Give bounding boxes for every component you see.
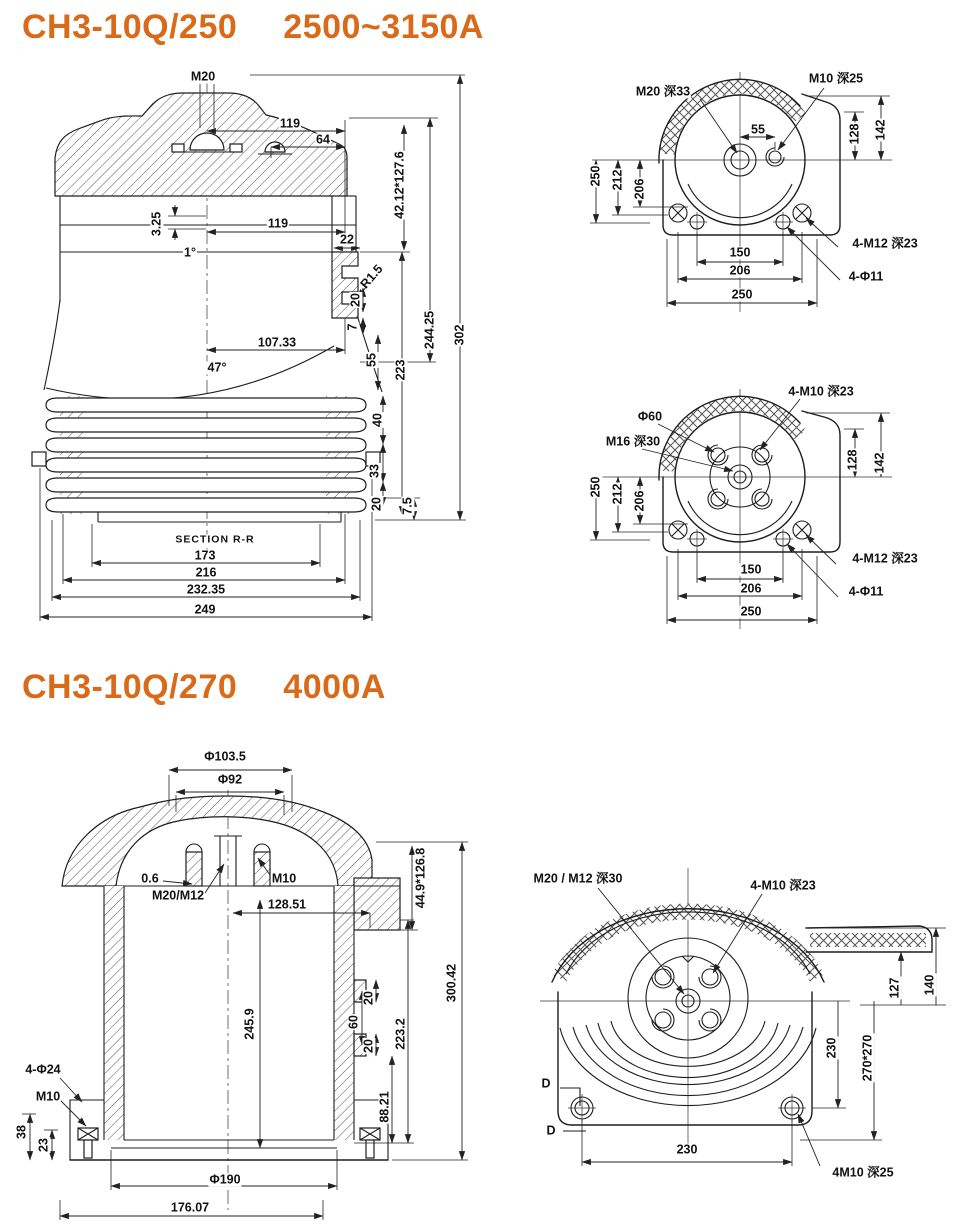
- dim-a-1deg: 1°: [184, 245, 196, 260]
- dim-d-0-6: 0.6: [141, 871, 159, 886]
- callout-e-4-m10-depth23: 4-M10 深23: [750, 878, 816, 893]
- dim-d-128-51: 128.51: [267, 897, 307, 912]
- dim-c-212: 212: [610, 483, 625, 505]
- dim-a-55: 55: [364, 353, 379, 367]
- dim-d-phi190: Φ190: [209, 1172, 241, 1187]
- dim-d-phi103-5: Φ103.5: [204, 749, 246, 764]
- dim-a-173: 173: [194, 548, 216, 563]
- dim-b-212: 212: [610, 169, 625, 191]
- dim-c-250-bottom: 250: [740, 604, 762, 619]
- dim-e-270x270: 270*270: [860, 1034, 875, 1082]
- dim-d-176-07: 176.07: [170, 1200, 210, 1215]
- dim-b-55: 55: [751, 122, 765, 137]
- model-250: CH3-10Q/250: [22, 8, 238, 46]
- dim-b-206-left: 206: [632, 178, 647, 200]
- dim-a-119-top: 119: [279, 116, 301, 131]
- dim-a-223: 223: [393, 359, 408, 381]
- dim-d-60: 60: [346, 1015, 361, 1029]
- callout-b-4-phi11: 4-Φ11: [848, 269, 884, 284]
- panel-270-side-section: [22, 770, 468, 1220]
- dim-a-302: 302: [452, 324, 467, 346]
- dim-a-244-25: 244.25: [422, 310, 437, 350]
- section-marker-r-r: SECTION R-R: [175, 533, 255, 546]
- callout-c-4-phi11: 4-Φ11: [848, 584, 884, 599]
- callout-d-m10: M10: [271, 871, 297, 886]
- dim-e-127: 127: [887, 977, 902, 999]
- dim-a-249: 249: [194, 602, 216, 617]
- callout-b-m10-depth25: M10 深25: [808, 71, 864, 86]
- dim-b-150: 150: [729, 245, 751, 260]
- dim-d-88-21: 88.21: [377, 1091, 392, 1123]
- dim-a-20-lower: 20: [369, 497, 384, 511]
- dim-b-250-left: 250: [588, 165, 603, 187]
- dim-c-142: 142: [872, 452, 887, 474]
- dim-c-250-left: 250: [588, 476, 603, 498]
- dim-a-m20: M20: [190, 69, 216, 84]
- dim-d-223-2: 223.2: [393, 1018, 408, 1050]
- dim-b-206-bottom: 206: [729, 263, 751, 278]
- dim-c-206-left: 206: [632, 490, 647, 512]
- dim-c-150: 150: [740, 562, 762, 577]
- callout-b-4-m12-depth23: 4-M12 深23: [852, 236, 918, 251]
- dim-a-232-35: 232.35: [186, 582, 226, 597]
- dim-a-64: 64: [316, 132, 330, 147]
- section-title-250: [22, 8, 484, 47]
- dim-d-phi92: Φ92: [217, 772, 243, 787]
- dim-a-216: 216: [195, 565, 217, 580]
- rating-270: 4000A: [283, 668, 386, 706]
- dim-d-20-upper: 20: [361, 991, 376, 1005]
- dim-d-44-9-126-8: 44.9*126.8: [413, 847, 428, 909]
- dim-c-128: 128: [845, 449, 860, 471]
- callout-e-4m10-depth25: 4M10 深25: [832, 1165, 894, 1180]
- dim-d-38: 38: [14, 1125, 29, 1139]
- section-marker-d-bottom: D: [546, 1123, 556, 1138]
- dim-e-230-right: 230: [824, 1037, 839, 1059]
- panel-270-top-view: [540, 868, 946, 1166]
- callout-d-4-phi24: 4-Φ24: [25, 1062, 61, 1077]
- callout-d-m20-m12: M20/M12: [151, 888, 205, 903]
- dim-a-r1-5: R1.5: [357, 262, 386, 292]
- callout-e-m20-m12-depth30: M20 / M12 深30: [533, 871, 623, 886]
- callout-c-phi60: Φ60: [637, 409, 663, 424]
- dim-a-40: 40: [370, 413, 385, 427]
- dim-a-22: 22: [340, 232, 354, 247]
- dim-d-300-42: 300.42: [444, 963, 459, 1003]
- dim-b-128: 128: [847, 123, 862, 145]
- dim-a-107-33: 107.33: [257, 335, 297, 350]
- callout-c-m16-depth30: M16 深30: [605, 434, 661, 449]
- dim-e-230-bottom: 230: [676, 1142, 698, 1157]
- dim-a-33: 33: [367, 464, 382, 478]
- section-title-270: [22, 668, 386, 707]
- dim-c-206-bottom: 206: [740, 581, 762, 596]
- model-270: CH3-10Q/270: [22, 668, 238, 706]
- dim-a-3-25: 3.25: [149, 211, 164, 237]
- dim-d-23: 23: [36, 1138, 51, 1152]
- callout-c-4-m10-depth23: 4-M10 深23: [788, 384, 854, 399]
- dim-b-142: 142: [873, 119, 888, 141]
- callout-d-m10-bolt: M10: [35, 1089, 61, 1104]
- dim-a-7-5: 7.5: [400, 497, 415, 515]
- callout-b-m20-depth33: M20 深33: [635, 84, 691, 99]
- dim-e-140: 140: [922, 974, 937, 996]
- section-marker-d-top: D: [541, 1076, 551, 1091]
- dim-a-47deg: 47°: [207, 360, 227, 375]
- dim-a-119-bottom: 119: [267, 216, 289, 231]
- rating-250: 2500~3150A: [283, 8, 484, 46]
- dim-d-245-9: 245.9: [242, 1008, 257, 1040]
- dim-a-20-upper: 20: [348, 293, 363, 307]
- dim-a-7: 7: [345, 323, 360, 331]
- dim-b-250-bottom: 250: [731, 287, 753, 302]
- dim-d-20-lower: 20: [361, 1039, 376, 1053]
- dim-a-42-12-127-6: 42.12*127.6: [392, 151, 407, 219]
- callout-c-4-m12-depth23: 4-M12 深23: [852, 551, 918, 566]
